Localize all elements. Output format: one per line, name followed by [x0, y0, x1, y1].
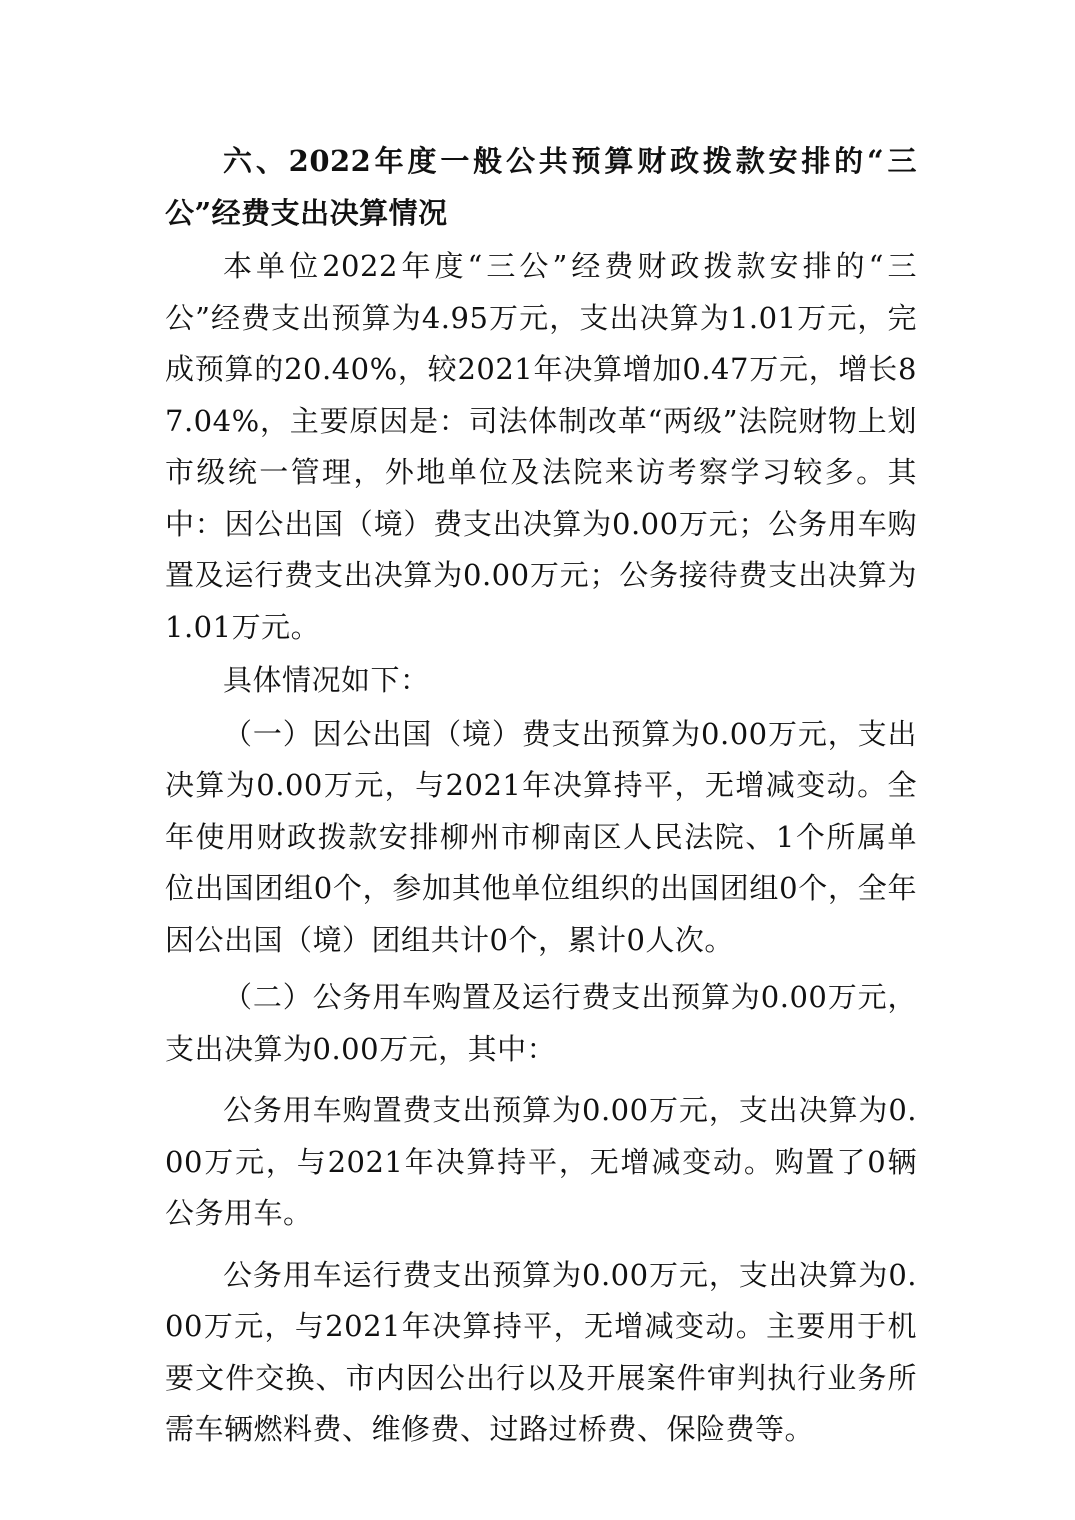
paragraph-vehicle-operation: 公务用车运行费支出预算为0.00万元，支出决算为0.00万元，与2021年决算持平，无增减变动。主要用于机要文件交换、市内因公出行以及开展案件审判执行业务所需车辆燃料费、维修费、过路过桥费、保险费等。 [165, 1257, 917, 1446]
paragraph-vehicle-purchase: 公务用车购置费支出预算为0.00万元，支出决算为0.00万元，与2021年决算持平，无增减变动。购置了0辆公务用车。 [165, 1093, 917, 1230]
paragraph-overseas-travel: （一）因公出国（境）费支出预算为0.00万元，支出决算为0.00万元，与2021年决算持平，无增减变动。全年使用财政拨款安排柳州市柳南区人民法院、1个所属单位出国团组0个，参加其他单位组织的出国团组0个，全年因公出国（境）团组共计0个，累计0人次。 [165, 716, 917, 957]
paragraph-intro: 具体情况如下： [223, 663, 430, 697]
paragraph-summary: 本单位2022年度“三公”经费财政拨款安排的“三公”经费支出预算为4.95万元，支出决算为1.01万元，完成预算的20.40%，较2021年决算增加0.47万元，增长87.04%，主要原因是：司法体制改革“两级”法院财物上划市级统一管理，外地单位及法院来访考察学习较多。其中：因公出国（境）费支出决算为0.00万元；公务用车购置及运行费支出决算为0.00万元；公务接待费支出决算为1.01万元。 [165, 249, 917, 644]
document-body [165, 136, 917, 1456]
section-heading: 六、2022年度一般公共预算财政拨款安排的“三公”经费支出决算情况 [165, 144, 917, 230]
paragraph-vehicle-summary: （二）公务用车购置及运行费支出预算为0.00万元，支出决算为0.00万元，其中： [165, 980, 917, 1066]
